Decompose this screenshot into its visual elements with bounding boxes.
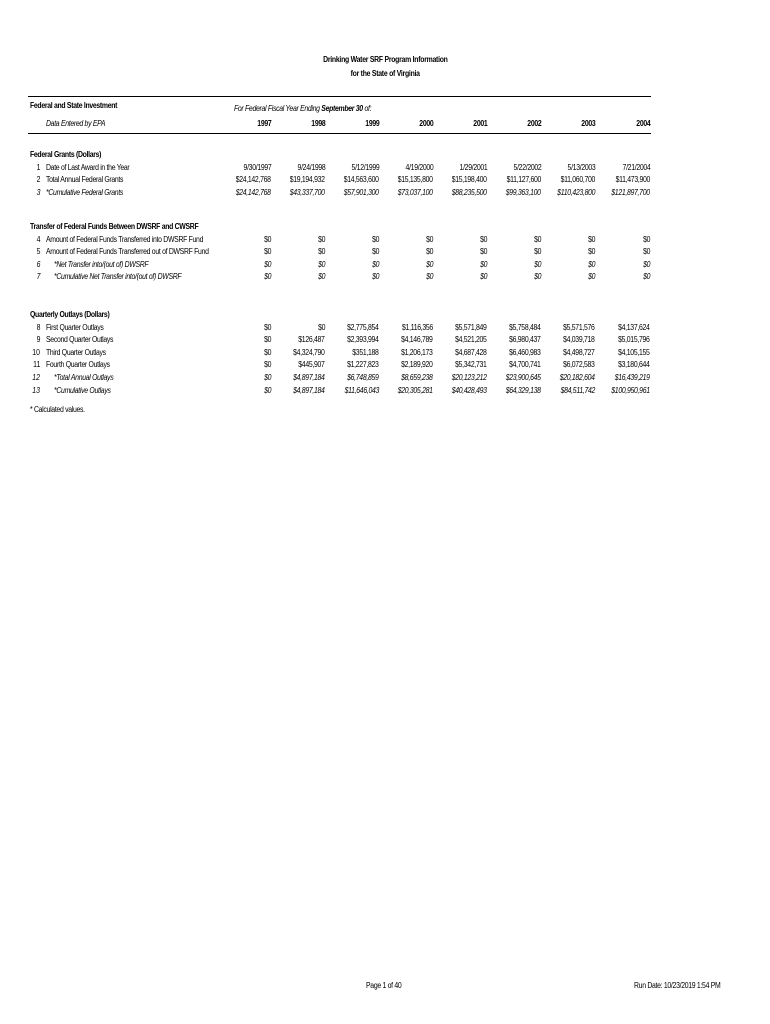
table-cell: $1,227,823 [347, 360, 379, 370]
row-number: 6 [36, 259, 40, 269]
row-number: 10 [32, 347, 40, 357]
table-row [0, 360, 770, 372]
table-cell: $2,189,920 [401, 360, 433, 370]
table-cell: $0 [263, 247, 271, 257]
row-number: 13 [32, 385, 40, 395]
table-cell: $8,659,238 [401, 373, 433, 382]
table-cell: $40,428,493 [452, 385, 487, 395]
table-cell: $0 [263, 347, 271, 357]
table-cell: $0 [479, 272, 487, 282]
table-cell: $0 [425, 272, 433, 282]
table-cell: $73,037,100 [398, 187, 433, 197]
table-cell: $0 [371, 259, 379, 269]
table-row [0, 323, 770, 335]
row-label: First Quarter Outlays [46, 322, 104, 332]
table-cell: $0 [479, 234, 487, 244]
row-number: 1 [36, 162, 40, 172]
table-cell: $445,907 [298, 360, 325, 370]
table-cell: $0 [533, 247, 541, 257]
table-row [0, 335, 770, 347]
table-cell: 5/12/1999 [351, 162, 379, 172]
row-number: 3 [36, 187, 40, 197]
footnote: * Calculated values. [30, 405, 85, 414]
row-label: Second Quarter Outlays [46, 335, 114, 345]
row-label: Date of Last Award in the Year [46, 162, 130, 172]
row-label: *Cumulative Federal Grants [46, 187, 124, 197]
table-cell: $14,563,600 [344, 175, 379, 185]
table-cell: $0 [263, 385, 271, 395]
row-number: 7 [36, 272, 40, 282]
table-cell: $11,646,043 [344, 385, 379, 395]
table-cell: $4,700,741 [509, 360, 541, 370]
year-header-0: 1997 [256, 119, 271, 128]
table-cell: $4,324,790 [293, 347, 325, 357]
table-cell: $11,060,700 [560, 175, 595, 185]
table-cell: $0 [533, 234, 541, 244]
row-label: Amount of Federal Funds Transferred into DWSRF Fund [46, 234, 204, 244]
table-cell: $4,897,184 [293, 385, 325, 395]
row-number: 2 [36, 175, 40, 185]
table-cell: $15,198,400 [452, 175, 487, 185]
row-number: 8 [36, 322, 40, 332]
year-header-4: 2001 [472, 119, 487, 128]
table-cell: $4,897,184 [293, 373, 325, 382]
row-number: 5 [36, 247, 40, 257]
table-cell: $19,194,932 [290, 175, 325, 185]
table-cell: $4,521,205 [455, 335, 487, 345]
table-row [0, 163, 770, 175]
table-cell: $126,487 [298, 335, 325, 345]
row-number: 12 [32, 373, 40, 382]
table-cell: $6,980,437 [509, 335, 541, 345]
table-cell: $64,329,138 [506, 385, 541, 395]
header-top-rule [28, 96, 651, 97]
table-cell: $0 [263, 259, 271, 269]
table-cell: $0 [263, 322, 271, 332]
table-cell: 7/21/2004 [622, 162, 650, 172]
header-bottom-rule [28, 133, 651, 134]
page-number: Page 1 of 40 [366, 981, 402, 990]
table-cell: $1,116,356 [402, 322, 433, 332]
row-label: *Cumulative Outlays [54, 385, 111, 395]
table-cell: $4,137,624 [618, 322, 650, 332]
table-cell: 9/24/1998 [297, 162, 325, 172]
table-cell: $110,423,800 [557, 187, 595, 197]
table-cell: $84,511,742 [560, 385, 595, 395]
table-cell: $4,039,718 [563, 335, 595, 345]
year-header-6: 2003 [580, 119, 595, 128]
table-cell: $23,900,645 [506, 373, 541, 382]
table-cell: $0 [371, 234, 379, 244]
table-cell: $57,901,300 [344, 187, 379, 197]
table-cell: $3,180,644 [618, 360, 650, 370]
table-cell: $0 [317, 272, 325, 282]
table-cell: $0 [587, 259, 595, 269]
table-cell: $20,305,281 [398, 385, 433, 395]
table-row [0, 348, 770, 360]
table-cell: $4,105,155 [618, 347, 650, 357]
year-header-5: 2002 [526, 119, 541, 128]
table-cell: $351,188 [352, 347, 379, 357]
row-label: *Net Transfer into/(out of) DWSRF [54, 259, 149, 269]
table-cell: $2,775,854 [347, 322, 379, 332]
table-cell: $16,439,219 [615, 373, 650, 382]
row-label: Total Annual Federal Grants [46, 175, 124, 185]
table-cell: $2,393,994 [347, 335, 379, 345]
year-header-7: 2004 [635, 119, 650, 128]
table-cell: $4,498,727 [563, 347, 595, 357]
table-cell: $20,123,212 [452, 373, 487, 382]
run-date: Run Date: 10/23/2019 1:54 PM [634, 981, 721, 990]
table-row [0, 373, 770, 385]
table-cell: $99,363,100 [506, 187, 541, 197]
row-label: Fourth Quarter Outlays [46, 360, 110, 370]
row-label: *Total Annual Outlays [54, 373, 114, 382]
table-row [0, 272, 770, 284]
table-cell: $5,758,484 [509, 322, 541, 332]
data-source-label: Data Entered by EPA [46, 119, 106, 128]
report-title: Drinking Water SRF Program Information [322, 55, 448, 64]
row-number: 11 [32, 360, 40, 370]
section-heading-investment: Federal and State Investment [30, 101, 118, 110]
table-cell: $0 [425, 247, 433, 257]
table-row [0, 235, 770, 247]
table-cell: $0 [263, 335, 271, 345]
table-cell: $0 [587, 247, 595, 257]
table-cell: $6,748,859 [347, 373, 379, 382]
table-cell: $0 [587, 272, 595, 282]
table-cell: $0 [642, 234, 650, 244]
table-row [0, 247, 770, 259]
table-cell: $0 [479, 247, 487, 257]
year-header-2: 1999 [364, 119, 379, 128]
table-cell: 9/30/1997 [243, 162, 271, 172]
table-cell: $0 [533, 272, 541, 282]
fiscal-year-suffix: of: [364, 104, 372, 113]
table-cell: $11,127,600 [506, 175, 541, 185]
fiscal-year-prefix: For Federal Fiscal Year Ending [234, 104, 320, 113]
table-cell: $0 [263, 272, 271, 282]
table-cell: $0 [425, 259, 433, 269]
table-cell: $43,337,700 [290, 187, 325, 197]
table-cell: 4/19/2000 [405, 162, 433, 172]
row-number: 9 [36, 335, 40, 345]
table-row [0, 260, 770, 272]
table-cell: $6,072,583 [563, 360, 595, 370]
table-cell: $0 [533, 259, 541, 269]
table-cell: 5/22/2002 [513, 162, 541, 172]
table-cell: $4,687,428 [455, 347, 487, 357]
table-cell: $0 [642, 272, 650, 282]
section-title: Quarterly Outlays (Dollars) [30, 310, 110, 319]
table-cell: $0 [263, 373, 271, 382]
table-cell: $5,342,731 [455, 360, 487, 370]
year-header-3: 2000 [418, 119, 433, 128]
table-cell: $0 [317, 259, 325, 269]
row-label: *Cumulative Net Transfer into/(out of) DWSRF [54, 272, 182, 282]
table-cell: $0 [587, 234, 595, 244]
table-cell: $0 [642, 247, 650, 257]
table-cell: $5,015,796 [618, 335, 650, 345]
table-cell: $0 [317, 247, 325, 257]
table-row [0, 175, 770, 187]
table-cell: $100,950,961 [611, 385, 650, 395]
fiscal-year-caption [234, 104, 394, 113]
table-cell: $4,146,789 [401, 335, 433, 345]
table-cell: $0 [371, 247, 379, 257]
table-cell: $15,135,800 [398, 175, 433, 185]
row-label: Amount of Federal Funds Transferred out of DWSRF Fund [46, 247, 209, 257]
table-cell: $5,571,576 [563, 322, 595, 332]
row-number: 4 [36, 234, 40, 244]
table-cell: $20,182,604 [560, 373, 595, 382]
table-cell: $0 [317, 234, 325, 244]
table-cell: $0 [371, 272, 379, 282]
table-cell: $0 [479, 259, 487, 269]
year-header-1: 1998 [310, 119, 325, 128]
table-cell: $0 [317, 322, 325, 332]
section-title: Federal Grants (Dollars) [30, 150, 102, 159]
table-row [0, 188, 770, 200]
table-cell: $121,897,700 [611, 187, 650, 197]
table-cell: $24,142,768 [236, 187, 271, 197]
table-cell: $0 [263, 360, 271, 370]
table-cell: $0 [642, 259, 650, 269]
table-cell: $0 [425, 234, 433, 244]
table-row [0, 386, 770, 398]
fiscal-year-date: September 30 [321, 104, 363, 113]
table-cell: $0 [263, 234, 271, 244]
table-cell: 5/13/2003 [567, 162, 595, 172]
table-cell: $1,206,173 [401, 347, 433, 357]
table-cell: $24,142,768 [236, 175, 271, 185]
row-label: Third Quarter Outlays [46, 347, 106, 357]
section-title: Transfer of Federal Funds Between DWSRF and CWSRF [30, 222, 199, 231]
table-cell: 1/29/2001 [459, 162, 487, 172]
table-cell: $5,571,849 [455, 322, 487, 332]
table-cell: $11,473,900 [615, 175, 650, 185]
report-subtitle: for the State of Virginia [350, 69, 420, 78]
table-cell: $6,460,983 [509, 347, 541, 357]
table-cell: $88,235,500 [452, 187, 487, 197]
